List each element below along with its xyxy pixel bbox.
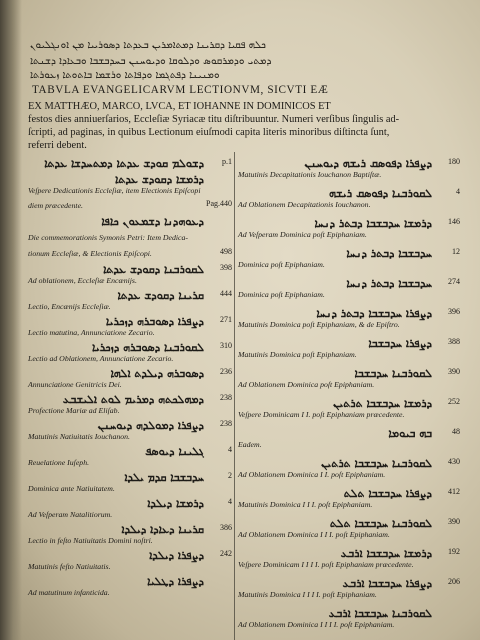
syriac-text: ܠܩܘܪܒܢܐ ܚܕܒܫܒܐ	[354, 367, 432, 380]
syriac-text: ܕܨܦܪܐ ܚܕܒܫܒܐ ܬܠܬ	[343, 487, 432, 500]
syriac-text: ܕܨܦܪܐ ܕܡܘܠܕܗ ܕܝܘܚܢܢ	[97, 419, 204, 432]
page-number: 430	[448, 457, 460, 466]
latin-caption: Annunciatione Genitricis Dei.	[28, 380, 122, 389]
page-number: 146	[448, 217, 460, 226]
latin-caption: Veſpere Dominicam I I I I. poſt Epiphaniam præcedente.	[238, 560, 414, 569]
left-column-entry	[28, 549, 232, 575]
latin-caption: Lectio in feſto Natiuitatis Domini noſtri.	[28, 536, 153, 545]
syriac-text: ܚܕܒܫܒܐ ܩܕܡ ܝܠܕܐ	[124, 471, 204, 484]
syriac-text: ܕܨܦܪܐ ܕܛܠܝܐ	[147, 575, 204, 588]
syriac-text: ܕܨܦܪܐ ܚܕܒܫܒܐ	[368, 337, 432, 350]
syriac-text: ܕܣܘܒܪܗ ܕܝܠܕܬ ܐܠܗܐ	[110, 367, 204, 380]
latin-caption: tionum Eccleſiæ, & Electionis Epiſcopi.	[28, 249, 152, 258]
syriac-text: ܓܠܝܢܐ ܕܝܘܣܦ	[145, 445, 204, 458]
page-number: 444	[220, 289, 232, 298]
syriac-text: ܕܨܦܪܐ ܚܕܒܫܒܐ ܐܪܒܥ	[342, 577, 432, 590]
page-number: 48	[452, 427, 460, 436]
syriac-text: ܠܩܘܪܒܢܐ ܕܦܘܣܩ ܪܝܫܗ	[328, 187, 432, 200]
page-number: p.1	[222, 157, 232, 166]
latin-caption: Dominica poſt Epiphaniam.	[238, 290, 325, 299]
page-number: 238	[220, 419, 232, 428]
left-column-entry	[28, 341, 232, 367]
column-divider	[234, 152, 235, 640]
page-number: 2	[228, 471, 232, 480]
page-number: Pag.440	[206, 199, 232, 208]
left-column-entry	[28, 289, 232, 315]
page-gutter-shadow	[0, 0, 22, 640]
left-column-entry	[28, 497, 232, 523]
left-column-entry	[28, 523, 232, 549]
latin-caption: Lectio, Encænijs Eccleſiæ.	[28, 302, 111, 311]
latin-caption: Dominica ante Natiuitatem.	[28, 484, 115, 493]
latin-caption: Ad Oblationem Dominica poſt Epiphaniam.	[238, 380, 375, 389]
page-number: 398	[220, 263, 232, 272]
syriac-text: ܚܕܒܫܒܐ ܕܒܬܪ ܕܢܚܐ	[346, 277, 432, 290]
syriac-text: ܕܨܦܪܐ ܕܦܘܣܩ ܪܝܫܗ ܕܝܘܚܢܢ	[304, 157, 432, 170]
right-column-entry	[238, 217, 460, 247]
latin-caption: Dominica poſt Epiphaniam.	[238, 260, 325, 269]
syriac-text: ܠܩܘܪܒܢܐ ܕܩܘܕܫ ܥܕܬܐ	[103, 263, 204, 276]
left-column-entry	[28, 393, 232, 419]
header-syriac-line-1: ܟܠܗ ܦܩܝܐ ܕܩܪܝܢܐ ܕܡܬܐܡܪܝܢ ܒܥܕܬܐ ܕܣܘܪܝܝܐ ܡܢ ܐܘܢܓܠܝܘܢ	[30, 40, 266, 51]
left-column-entry	[28, 419, 232, 445]
latin-caption: diem præcedente.	[28, 201, 83, 210]
right-column-entry	[238, 247, 460, 277]
latin-caption: Matutinis Dominica I I I. poſt Epiphaniam.	[238, 500, 373, 509]
right-column-entry	[238, 337, 460, 367]
left-column-entry	[28, 471, 232, 497]
right-column-entry	[238, 577, 460, 607]
page-number: 238	[220, 393, 232, 402]
left-column-entry	[28, 367, 232, 393]
latin-caption: Matutinis Dominica poſt Epiphaniam.	[238, 350, 357, 359]
header-syriac-line-2: ܕܡܬܝ ܘܕܡܪܩܘܣ ܘܕܠܘܩܐ ܘܕܝܘܚܢܢ ܒܚܕܒܫܒܐ ܘܒܥܐܕܐ ܕܫܢܬܐ	[30, 56, 272, 67]
left-column-entry	[28, 575, 232, 601]
latin-caption: Die commemorationis Symonis Petri: Item Dedica-	[28, 233, 189, 242]
syriac-text: ܕܡܗܠܟܬܗ ܕܡܪܝܡ ܠܘܬ ܐܠܝܫܒܥ	[62, 393, 204, 406]
syriac-text: ܕܨܦܪܐ ܕܝܠܕܐ	[149, 549, 204, 562]
syriac-text: ܩܪܝܢܐ ܕܩܘܕܫ ܥܕܬܐ	[117, 289, 204, 302]
left-column-entry	[28, 315, 232, 341]
latin-caption: Lectio matutina, Annunciatione Zecario.	[28, 328, 155, 337]
left-column-entry	[28, 445, 232, 471]
page-number: 4	[456, 187, 460, 196]
right-column-entry	[238, 367, 460, 397]
latin-caption: Reuelatione Iuſeph.	[28, 458, 90, 467]
left-column-entry	[28, 173, 232, 199]
latin-caption: Matutinis Dominica I I I I. poſt Epiphaniam.	[238, 590, 377, 599]
right-column-entry	[238, 157, 460, 187]
page-number: 236	[220, 367, 232, 376]
page-number: 412	[448, 487, 460, 496]
page-number: 4	[228, 445, 232, 454]
right-column-entry	[238, 187, 460, 217]
latin-caption: Ad Veſperam Dominica poſt Epiphaniam.	[238, 230, 367, 239]
syriac-text: ܕܪܡܫܐ ܚܕܒܫܒܐ ܕܒܬܪ ܕܢܚܐ	[314, 217, 432, 230]
right-column-entry	[238, 277, 460, 307]
latin-caption: Veſpere Dedicationis Eccleſiæ, item Electionis Epiſcopi	[28, 186, 201, 195]
intro-line-4: referri debent.	[28, 140, 87, 151]
latin-caption: Ad Oblationem Dominica I I I. poſt Epiphaniam.	[238, 530, 390, 539]
syriac-text: ܒܗ ܒܝܘܡܐ	[388, 427, 432, 440]
latin-caption: Ad Oblationem Dominica I I I I. poſt Epiphaniam.	[238, 620, 395, 629]
page-number: 180	[448, 157, 460, 166]
latin-caption: Lectio ad Oblationem, Annunciatione Zecario.	[28, 354, 174, 363]
latin-caption: Ad Oblationem Decapitationis Iouchanon.	[238, 200, 371, 209]
right-column-entry	[238, 547, 460, 577]
latin-caption: Veſpere Dominicam I I. poſt Epiphaniam præcedente.	[238, 410, 405, 419]
latin-caption: Ad oblationem, Eccleſiæ Encænijs.	[28, 276, 137, 285]
right-column-entry	[238, 487, 460, 517]
page-number: 252	[448, 397, 460, 406]
syriac-text: ܕܨܦܪܐ ܕܣܘܒܪܗ ܕܙܟܪܝܐ	[105, 315, 204, 328]
page-number: 192	[448, 547, 460, 556]
latin-caption: Eadem.	[238, 440, 262, 449]
page-number: 390	[448, 517, 460, 526]
page-number: 4	[228, 497, 232, 506]
right-column-entry	[238, 427, 460, 457]
page-number: 206	[448, 577, 460, 586]
page-number: 242	[220, 549, 232, 558]
latin-caption: Matutinis Natiuitatis Iouchanon.	[28, 432, 131, 441]
page-number: 271	[220, 315, 232, 324]
syriac-text: ܕܥܘܗܕܢܐ ܕܫܡܥܘܢ ܟܐܦܐ	[101, 215, 204, 228]
latin-caption: Matutinis Dominica poſt Epiphaniam, & de Epiſtro.	[238, 320, 400, 329]
syriac-text: ܠܩܘܪܒܢܐ ܚܕܒܫܒܐ ܬܪܬܝܢ	[321, 457, 432, 470]
latin-caption: Ad Veſperam Natalitiorum.	[28, 510, 113, 519]
right-column-entry	[238, 397, 460, 427]
left-column-entry	[28, 263, 232, 289]
page-number: 386	[220, 523, 232, 532]
right-column-entry	[238, 457, 460, 487]
intro-line-3: ſcripti, ad paginas, in quibus Lectionum eiuſmodi capita literis minoribus diſtincta ſunt,	[28, 127, 390, 138]
latin-caption: Ad matutinum infanticida.	[28, 588, 110, 597]
right-column-entry	[238, 307, 460, 337]
intro-line-2: festos dies anniuerſarios, Eccleſiæ Syriacæ titu diſtribuuntur. Numeri verſibus ſingulis ad-	[28, 114, 400, 125]
latin-caption: Ad Oblationem Dominica I I. poſt Epiphaniam.	[238, 470, 386, 479]
right-column-entry	[238, 607, 460, 637]
latin-caption: Profectione Mariæ ad Eliſab.	[28, 406, 120, 415]
syriac-text: ܕܪܡܫܐ ܚܕܒܫܒܐ ܬܪܬܝܢ	[333, 397, 432, 410]
right-column-entry	[238, 517, 460, 547]
header-syriac-line-3: ܘܡܢܝܢܐ ܕܦܬܓܡܐ ܘܕܦܐܬܐ ܘܪܫܡܐ ܒܐܬܘܬܐ ܙܥܘܪܬܐ	[30, 70, 220, 81]
page-number: 498	[220, 247, 232, 256]
syriac-text: ܕܫܘܠܡ ܩܘܕܫ ܥܕܬܐ ܕܡܬܚܕܫܐ ܥܕܬܐ	[44, 157, 204, 170]
page-number: 274	[448, 277, 460, 286]
syriac-text: ܕܨܦܪܐ ܚܕܒܫܒܐ ܕܒܬܪ ܕܢܚܐ	[316, 307, 432, 320]
syriac-text: ܕܪܡܫܐ ܚܕܒܫܒܐ ܐܪܒܥ	[340, 547, 432, 560]
latin-caption: Matutinis feſto Natiuitatis.	[28, 562, 111, 571]
syriac-text: ܠܩܘܪܒܢܐ ܚܕܒܫܒܐ ܐܪܒܥ	[328, 607, 432, 620]
page-number: 388	[448, 337, 460, 346]
syriac-text: ܕܪܡܫܐ ܕܩܘܕܫ ܥܕܬܐ	[115, 173, 204, 186]
syriac-text: ܚܕܒܫܒܐ ܕܒܬܪ ܕܢܚܐ	[346, 247, 432, 260]
syriac-text: ܩܪܝܢܐ ܕܥܐܕܐ ܕܝܠܕܐ	[121, 523, 204, 536]
intro-line-1: EX MATTHÆO, MARCO, LVCA, ET IOHANNE IN DOMINICOS ET	[28, 101, 331, 112]
syriac-text: ܠܩܘܪܒܢܐ ܕܣܘܒܪܗ ܕܙܟܪܝܐ	[92, 341, 204, 354]
page-number: 310	[220, 341, 232, 350]
syriac-text: ܕܪܡܫܐ ܕܝܠܕܐ	[147, 497, 204, 510]
page-number: 396	[448, 307, 460, 316]
page-number: 390	[448, 367, 460, 376]
syriac-text: ܠܩܘܪܒܢܐ ܚܕܒܫܒܐ ܬܠܬ	[329, 517, 432, 530]
page-number: 12	[452, 247, 460, 256]
latin-caption: Matutinis Decapitationis Iouchanon Baptiſtæ.	[238, 170, 382, 179]
table-title: TABVLA EVANGELICARVM LECTIONVM, SICVTI EÆ	[32, 84, 329, 96]
